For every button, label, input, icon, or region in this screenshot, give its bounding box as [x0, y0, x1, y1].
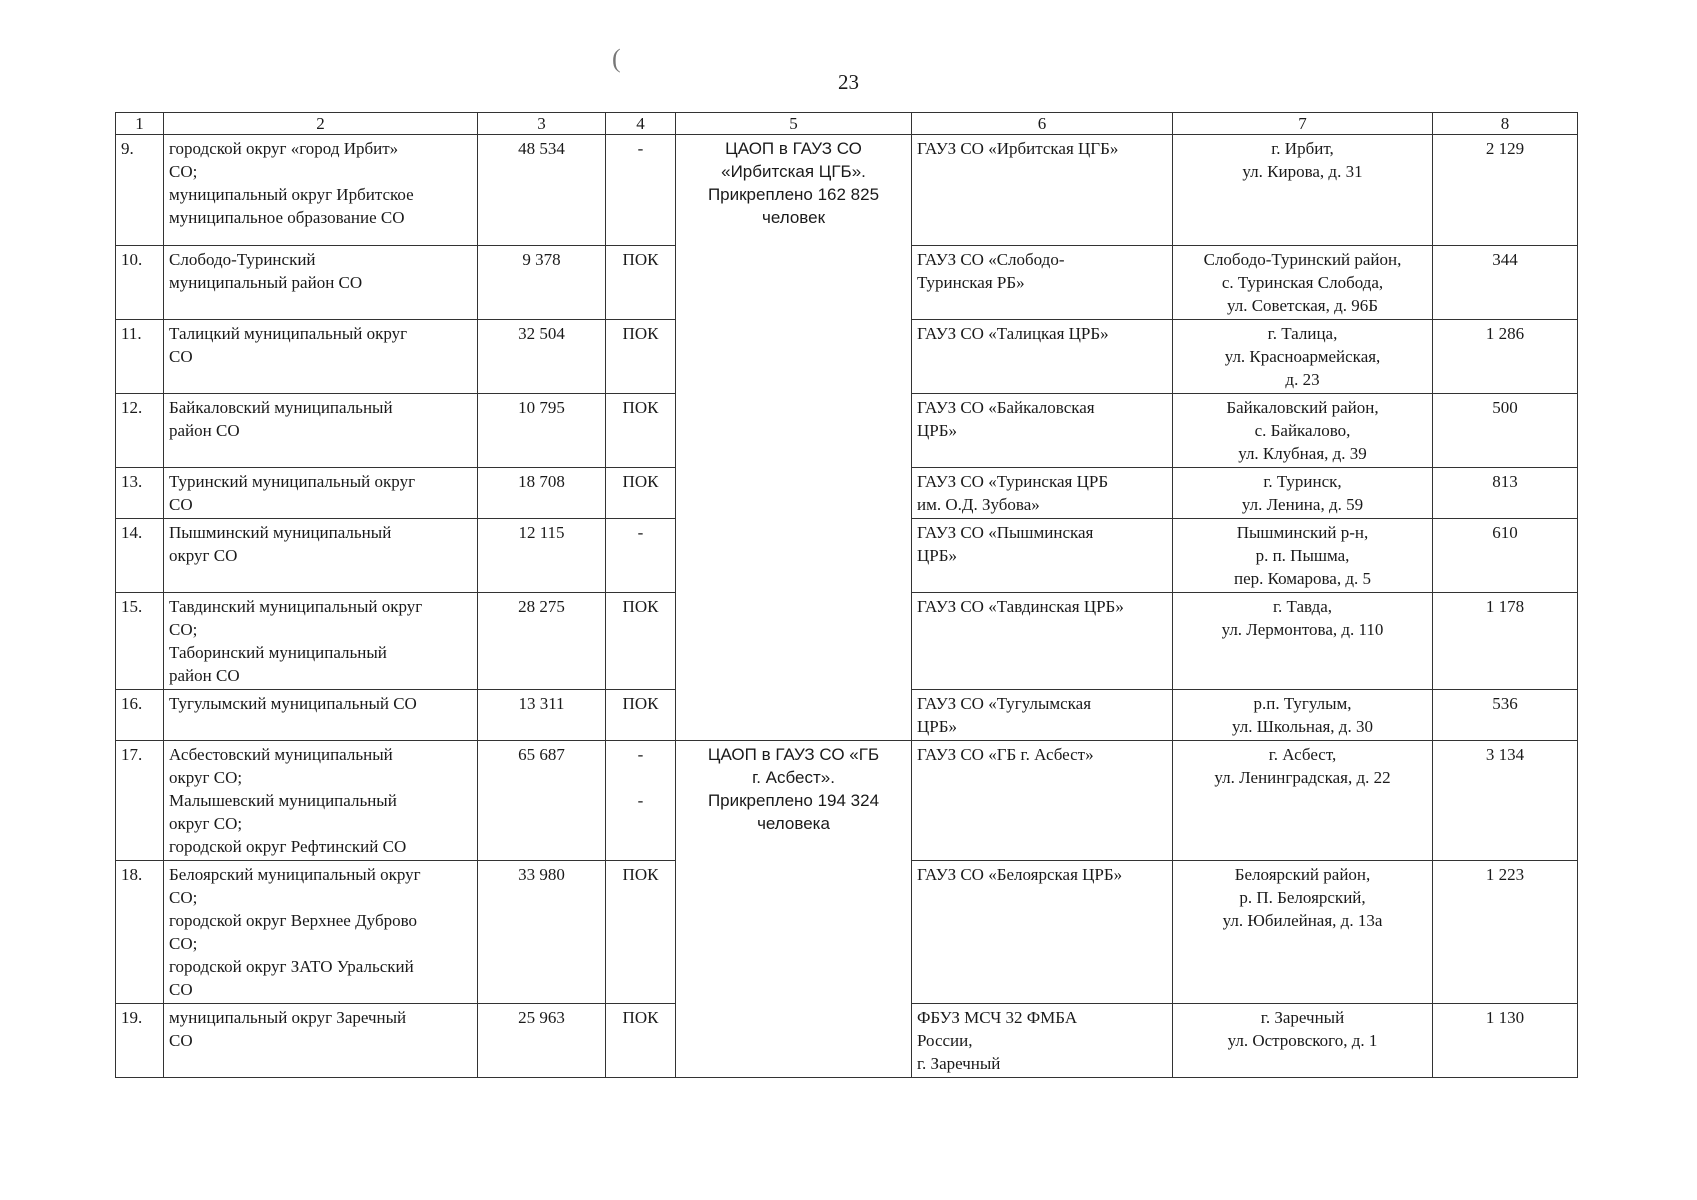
organization-cell — [912, 690, 1173, 741]
district-cell-line: Таборинский муниципальный — [169, 643, 387, 662]
district-cell-line: район СО — [169, 666, 240, 685]
pok-cell — [606, 135, 676, 246]
district-cell-line: район СО — [169, 421, 240, 440]
count-cell: 500 — [1433, 394, 1578, 468]
address-cell-line: ул. Лермонтова, д. 110 — [1221, 620, 1384, 639]
district-cell-line: муниципальный район СО — [169, 273, 363, 292]
district-cell — [164, 246, 478, 320]
district-cell — [164, 593, 478, 690]
table-row — [116, 741, 1578, 861]
population-cell: 28 275 — [478, 593, 606, 690]
organization-cell-line: ГАУЗ СО «Ирбитская ЦГБ» — [917, 139, 1119, 158]
district-cell-line: муниципальный округ Заречный — [169, 1008, 407, 1027]
column-number: 4 — [606, 113, 676, 135]
district-cell-line: СО — [169, 347, 193, 366]
district-cell-line: СО; — [169, 620, 198, 639]
organization-cell-line: г. Заречный — [917, 1054, 1001, 1073]
address-cell-line: р. п. Пышма, — [1255, 546, 1350, 565]
data-table — [115, 112, 1578, 1078]
column-number: 6 — [912, 113, 1173, 135]
organization-cell-line: ЦРБ» — [917, 546, 957, 565]
organization-cell — [912, 394, 1173, 468]
organization-cell — [912, 593, 1173, 690]
district-cell-line: Талицкий муниципальный округ — [169, 324, 408, 343]
address-cell — [1173, 861, 1433, 1004]
address-cell-line: Слободо-Туринский район, — [1203, 250, 1402, 269]
column-number: 5 — [676, 113, 912, 135]
district-cell-line: Белоярский муниципальный округ — [169, 865, 421, 884]
pok-cell-line: - — [637, 745, 644, 764]
organization-cell-line: ГАУЗ СО «Тавдинская ЦРБ» — [917, 597, 1124, 616]
district-cell-line: Байкаловский муниципальный — [169, 398, 393, 417]
column-number: 7 — [1173, 113, 1433, 135]
address-cell — [1173, 320, 1433, 394]
address-cell-line: ул. Красноармейская, — [1224, 347, 1381, 366]
count-cell: 1 130 — [1433, 1004, 1578, 1078]
center-cell-line: ЦАОП в ГАУЗ СО «ГБ — [707, 745, 880, 764]
address-cell-line: ул. Кирова, д. 31 — [1242, 162, 1363, 181]
address-cell-line: Пышминский р-н, — [1236, 523, 1369, 542]
address-cell — [1173, 246, 1433, 320]
address-cell-line: г. Заречный — [1260, 1008, 1345, 1027]
address-cell-line: г. Туринск, — [1263, 472, 1342, 491]
address-cell-line: с. Байкалово, — [1254, 421, 1351, 440]
center-cell — [676, 135, 912, 741]
pok-cell-line: ПОК — [622, 694, 659, 713]
organization-cell — [912, 519, 1173, 593]
address-cell — [1173, 519, 1433, 593]
address-cell-line: р. П. Белоярский, — [1239, 888, 1366, 907]
district-cell-line: муниципальное образование СО — [169, 208, 405, 227]
population-cell: 65 687 — [478, 741, 606, 861]
population-cell: 10 795 — [478, 394, 606, 468]
population-cell: 32 504 — [478, 320, 606, 394]
address-cell — [1173, 468, 1433, 519]
center-cell-line: человека — [757, 814, 830, 833]
district-cell-line: СО — [169, 980, 193, 999]
pok-cell — [606, 519, 676, 593]
address-cell-line: ул. Клубная, д. 39 — [1238, 444, 1367, 463]
address-cell-line: г. Тавда, — [1272, 597, 1333, 616]
address-cell-line: ул. Ленина, д. 59 — [1241, 495, 1364, 514]
center-cell-line: человек — [761, 208, 826, 227]
organization-cell — [912, 468, 1173, 519]
row-number: 12. — [116, 394, 164, 468]
column-number: 8 — [1433, 113, 1578, 135]
address-cell-line: ул. Юбилейная, д. 13а — [1222, 911, 1383, 930]
organization-cell-line: России, — [917, 1031, 973, 1050]
district-cell-line: Туринский муниципальный округ — [169, 472, 416, 491]
pok-cell-line: ПОК — [622, 1008, 659, 1027]
center-cell-line: Прикреплено 162 825 — [707, 185, 880, 204]
district-cell — [164, 320, 478, 394]
row-number: 10. — [116, 246, 164, 320]
address-cell — [1173, 741, 1433, 861]
address-cell — [1173, 394, 1433, 468]
district-cell-line: округ СО; — [169, 768, 243, 787]
district-cell-line: СО; — [169, 934, 198, 953]
row-number: 19. — [116, 1004, 164, 1078]
pok-cell — [606, 741, 676, 861]
scan-mark: ( — [612, 44, 621, 73]
pok-cell — [606, 861, 676, 1004]
district-cell-line: Тавдинский муниципальный округ — [169, 597, 423, 616]
district-cell-line: Пышминский муниципальный — [169, 523, 392, 542]
column-number-row — [116, 113, 1578, 135]
district-cell-line: СО — [169, 1031, 193, 1050]
district-cell-line: СО; — [169, 162, 198, 181]
district-cell — [164, 135, 478, 246]
row-number: 14. — [116, 519, 164, 593]
pok-cell-line: ПОК — [622, 250, 659, 269]
column-number: 1 — [116, 113, 164, 135]
row-number: 17. — [116, 741, 164, 861]
pok-cell-line: - — [637, 139, 644, 158]
organization-cell-line: ГАУЗ СО «Тугулымская — [917, 694, 1092, 713]
population-cell: 33 980 — [478, 861, 606, 1004]
district-cell — [164, 690, 478, 741]
district-cell-line: городской округ Верхнее Дуброво — [169, 911, 418, 930]
district-cell — [164, 741, 478, 861]
address-cell — [1173, 1004, 1433, 1078]
row-number: 9. — [116, 135, 164, 246]
district-cell-line: городской округ ЗАТО Уральский — [169, 957, 414, 976]
organization-cell-line: ФБУЗ МСЧ 32 ФМБА — [917, 1008, 1078, 1027]
pok-cell-line: ПОК — [622, 865, 659, 884]
district-cell — [164, 1004, 478, 1078]
address-cell-line: р.п. Тугулым, — [1253, 694, 1352, 713]
count-cell: 1 178 — [1433, 593, 1578, 690]
count-cell: 344 — [1433, 246, 1578, 320]
address-cell — [1173, 690, 1433, 741]
district-cell — [164, 394, 478, 468]
district-cell-line: Тугулымский муниципальный СО — [169, 694, 417, 713]
address-cell-line: г. Ирбит, — [1271, 139, 1334, 158]
organization-cell — [912, 246, 1173, 320]
pok-cell — [606, 468, 676, 519]
organization-cell-line: ГАУЗ СО «Белоярская ЦРБ» — [917, 865, 1123, 884]
pok-cell — [606, 246, 676, 320]
address-cell-line: ул. Ленинградская, д. 22 — [1214, 768, 1391, 787]
count-cell: 610 — [1433, 519, 1578, 593]
district-cell — [164, 519, 478, 593]
row-number: 13. — [116, 468, 164, 519]
address-cell-line: пер. Комарова, д. 5 — [1234, 569, 1371, 588]
address-cell-line: г. Асбест, — [1268, 745, 1337, 764]
pok-cell — [606, 320, 676, 394]
organization-cell-line: ЦРБ» — [917, 717, 957, 736]
address-cell-line: с. Туринская Слобода, — [1221, 273, 1384, 292]
address-cell-line: Белоярский район, — [1234, 865, 1371, 884]
pok-cell-line: ПОК — [622, 398, 659, 417]
address-cell-line: ул. Школьная, д. 30 — [1232, 717, 1373, 736]
count-cell: 2 129 — [1433, 135, 1578, 246]
organization-cell-line: ГАУЗ СО «Талицкая ЦРБ» — [917, 324, 1109, 343]
count-cell: 536 — [1433, 690, 1578, 741]
center-cell-line: ЦАОП в ГАУЗ СО — [725, 139, 862, 158]
center-cell-line: «Ирбитская ЦГБ». — [721, 162, 866, 181]
organization-cell — [912, 861, 1173, 1004]
district-cell — [164, 468, 478, 519]
row-number: 11. — [116, 320, 164, 394]
row-number: 15. — [116, 593, 164, 690]
center-cell-line: г. Асбест». — [752, 768, 835, 787]
pok-cell — [606, 690, 676, 741]
organization-cell-line: им. О.Д. Зубова» — [917, 495, 1040, 514]
row-number: 18. — [116, 861, 164, 1004]
count-cell: 1 223 — [1433, 861, 1578, 1004]
pok-cell-line: ПОК — [622, 472, 659, 491]
table-row — [116, 135, 1578, 246]
district-cell-line: округ СО — [169, 546, 238, 565]
district-cell-line: Асбестовский муниципальный — [169, 745, 393, 764]
organization-cell — [912, 741, 1173, 861]
district-cell-line: СО; — [169, 888, 198, 907]
pok-cell-line: ПОК — [622, 597, 659, 616]
count-cell: 1 286 — [1433, 320, 1578, 394]
population-cell: 12 115 — [478, 519, 606, 593]
address-cell-line: ул. Островского, д. 1 — [1227, 1031, 1378, 1050]
organization-cell-line: ГАУЗ СО «Слободо- — [917, 250, 1065, 269]
page-number: 23 — [838, 70, 859, 94]
organization-cell-line: Туринская РБ» — [917, 273, 1025, 292]
district-cell-line: Слободо-Туринский — [169, 250, 316, 269]
address-cell-line: Байкаловский район, — [1226, 398, 1379, 417]
population-cell: 25 963 — [478, 1004, 606, 1078]
address-cell-line: г. Талица, — [1267, 324, 1338, 343]
organization-cell — [912, 1004, 1173, 1078]
population-cell: 9 378 — [478, 246, 606, 320]
pok-cell-line — [611, 766, 670, 789]
column-number: 2 — [164, 113, 478, 135]
center-cell — [676, 741, 912, 1078]
row-number: 16. — [116, 690, 164, 741]
organization-cell-line: ГАУЗ СО «Пышминская — [917, 523, 1094, 542]
pok-cell-line: ПОК — [622, 324, 659, 343]
district-cell-line: Малышевский муниципальный — [169, 791, 397, 810]
district-cell-line: городской округ Рефтинский СО — [169, 837, 407, 856]
district-cell-line: городской округ «город Ирбит» — [169, 139, 399, 158]
organization-cell — [912, 135, 1173, 246]
district-cell-line: СО — [169, 495, 193, 514]
pok-cell-line: - — [637, 791, 644, 810]
district-cell-line: муниципальный округ Ирбитское — [169, 185, 414, 204]
address-cell — [1173, 135, 1433, 246]
organization-cell-line: ГАУЗ СО «ГБ г. Асбест» — [917, 745, 1094, 764]
district-cell — [164, 861, 478, 1004]
address-cell-line: д. 23 — [1285, 370, 1320, 389]
district-cell-line: округ СО; — [169, 814, 243, 833]
pok-cell — [606, 1004, 676, 1078]
organization-cell-line: ЦРБ» — [917, 421, 957, 440]
pok-cell — [606, 593, 676, 690]
column-number: 3 — [478, 113, 606, 135]
population-cell: 18 708 — [478, 468, 606, 519]
organization-cell-line: ГАУЗ СО «Туринская ЦРБ — [917, 472, 1109, 491]
population-cell: 13 311 — [478, 690, 606, 741]
organization-cell — [912, 320, 1173, 394]
address-cell — [1173, 593, 1433, 690]
count-cell: 3 134 — [1433, 741, 1578, 861]
organization-cell-line: ГАУЗ СО «Байкаловская — [917, 398, 1095, 417]
pok-cell — [606, 394, 676, 468]
center-cell-line: Прикреплено 194 324 — [707, 791, 880, 810]
count-cell: 813 — [1433, 468, 1578, 519]
pok-cell-line: - — [637, 523, 644, 542]
address-cell-line: ул. Советская, д. 96Б — [1226, 296, 1378, 315]
population-cell: 48 534 — [478, 135, 606, 246]
table-body — [116, 135, 1578, 1078]
